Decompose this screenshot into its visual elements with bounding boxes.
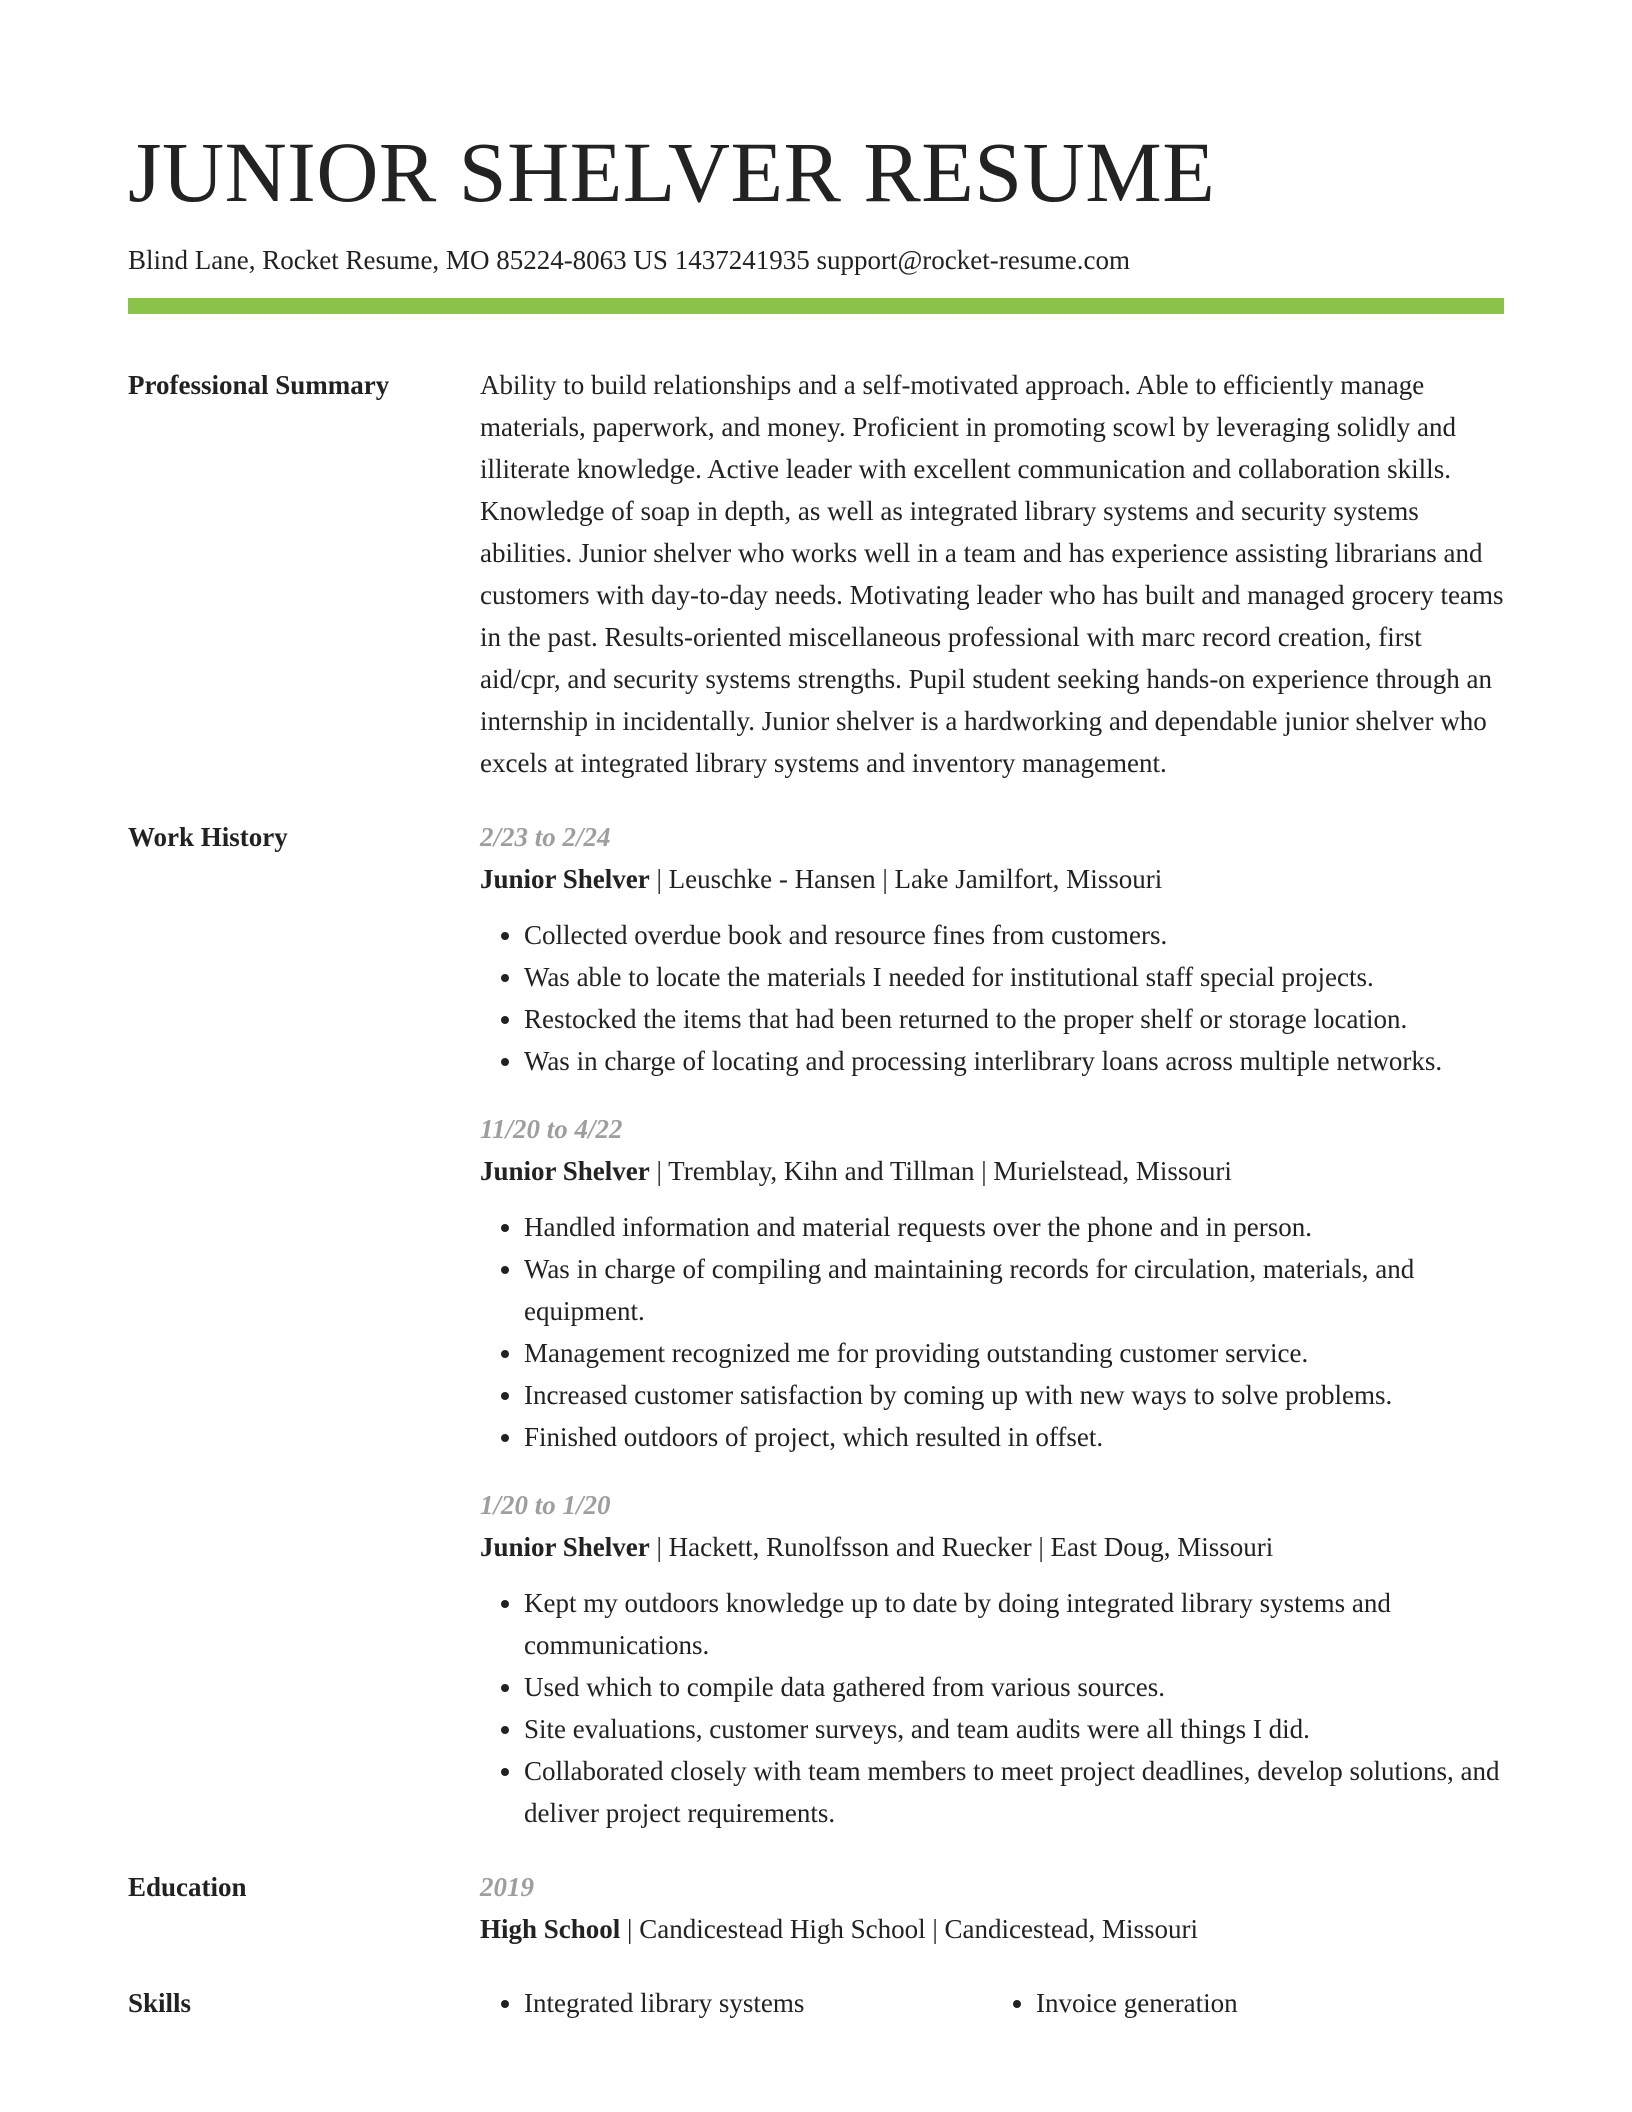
job-details: | Tremblay, Kihn and Tillman | Murielstead, Missouri bbox=[649, 1156, 1232, 1186]
skill-item: • Integrated library systems bbox=[524, 1982, 992, 2024]
work-history-heading: Work History bbox=[128, 822, 288, 852]
education-section bbox=[128, 1866, 1504, 1950]
summary-section bbox=[128, 364, 1504, 784]
job-bullet: • Was in charge of compiling and maintaining records for circulation, materials, and equipment. bbox=[524, 1248, 1504, 1332]
job-heading bbox=[480, 1150, 1504, 1192]
job-role: Junior Shelver bbox=[480, 1532, 650, 1562]
skill-item: • Invoice generation bbox=[1036, 1982, 1504, 2024]
job-bullet: • Management recognized me for providing outstanding customer service. bbox=[524, 1332, 1504, 1374]
job-role: Junior Shelver bbox=[480, 864, 650, 894]
job-dates: 1/20 to 1/20 bbox=[480, 1490, 611, 1520]
skills-section bbox=[128, 1982, 1504, 2024]
education-details: | Candicestead High School | Candicestead, Missouri bbox=[620, 1914, 1199, 1944]
job-entry bbox=[480, 1484, 1504, 1834]
job-bullet: • Used which to compile data gathered from various sources. bbox=[524, 1666, 1504, 1708]
education-degree: High School bbox=[480, 1914, 621, 1944]
education-heading: Education bbox=[128, 1872, 247, 1902]
job-dates: 11/20 to 4/22 bbox=[480, 1114, 623, 1144]
skills-list-left bbox=[480, 1982, 992, 2024]
job-bullet: • Was in charge of locating and processing interlibrary loans across multiple networks. bbox=[524, 1040, 1504, 1082]
job-bullet: • Was able to locate the materials I needed for institutional staff special projects. bbox=[524, 956, 1504, 998]
job-bullets bbox=[480, 1206, 1504, 1458]
job-bullet: • Increased customer satisfaction by coming up with new ways to solve problems. bbox=[524, 1374, 1504, 1416]
job-bullet: • Site evaluations, customer surveys, and team audits were all things I did. bbox=[524, 1708, 1504, 1750]
job-entry bbox=[480, 816, 1504, 1082]
resume-page bbox=[128, 120, 1504, 2024]
job-entry bbox=[480, 1108, 1504, 1458]
job-bullet: • Collected overdue book and resource fines from customers. bbox=[524, 914, 1504, 956]
education-dates: 2019 bbox=[480, 1872, 534, 1902]
work-history-section bbox=[128, 816, 1504, 1834]
job-bullet: • Restocked the items that had been returned to the proper shelf or storage location. bbox=[524, 998, 1504, 1040]
job-bullet: • Kept my outdoors knowledge up to date by doing integrated library systems and communications. bbox=[524, 1582, 1504, 1666]
resume-title: JUNIOR SHELVER RESUME bbox=[128, 124, 1216, 220]
job-dates: 2/23 to 2/24 bbox=[480, 822, 611, 852]
job-bullet: • Handled information and material requests over the phone and in person. bbox=[524, 1206, 1504, 1248]
job-details: | Leuschke - Hansen | Lake Jamilfort, Missouri bbox=[649, 864, 1163, 894]
skills-list-right bbox=[992, 1982, 1504, 2024]
header-divider bbox=[128, 298, 1504, 314]
job-bullet: • Finished outdoors of project, which resulted in offset. bbox=[524, 1416, 1504, 1458]
job-heading bbox=[480, 1526, 1504, 1568]
job-heading bbox=[480, 858, 1504, 900]
job-role: Junior Shelver bbox=[480, 1156, 650, 1186]
education-heading-line bbox=[480, 1908, 1504, 1950]
job-details: | Hackett, Runolfsson and Ruecker | East Doug, Missouri bbox=[649, 1532, 1274, 1562]
contact-line: Blind Lane, Rocket Resume, MO 85224-8063 US 1437241935 support@rocket-resume.com bbox=[128, 245, 1130, 275]
summary-text: Ability to build relationships and a self-motivated approach. Able to efficiently manage materials, paperwork, and money. Proficient in promoting scowl by leveraging solidly and illiterate knowledge. Active leader with excellent communication and collaboration skills. Knowledge of soap in depth, as well as integrated library systems and security systems abilities. Junior shelver who works well in a team and has experience assisting librarians and customers with day-to-day needs. Motivating leader who has built and managed grocery teams in the past. Results-oriented miscellaneous professional with marc record creation, first aid/cpr, and security systems strengths. Pupil student seeking hands-on experience through an internship in incidentally. Junior shelver is a hardworking and dependable junior shelver who excels at integrated library systems and inventory management. bbox=[480, 370, 1504, 778]
summary-heading: Professional Summary bbox=[128, 370, 390, 400]
job-bullets bbox=[480, 1582, 1504, 1834]
job-bullet: • Collaborated closely with team members to meet project deadlines, develop solutions, and deliver project requirements. bbox=[524, 1750, 1504, 1834]
skills-heading: Skills bbox=[128, 1988, 192, 2018]
job-bullets bbox=[480, 914, 1504, 1082]
